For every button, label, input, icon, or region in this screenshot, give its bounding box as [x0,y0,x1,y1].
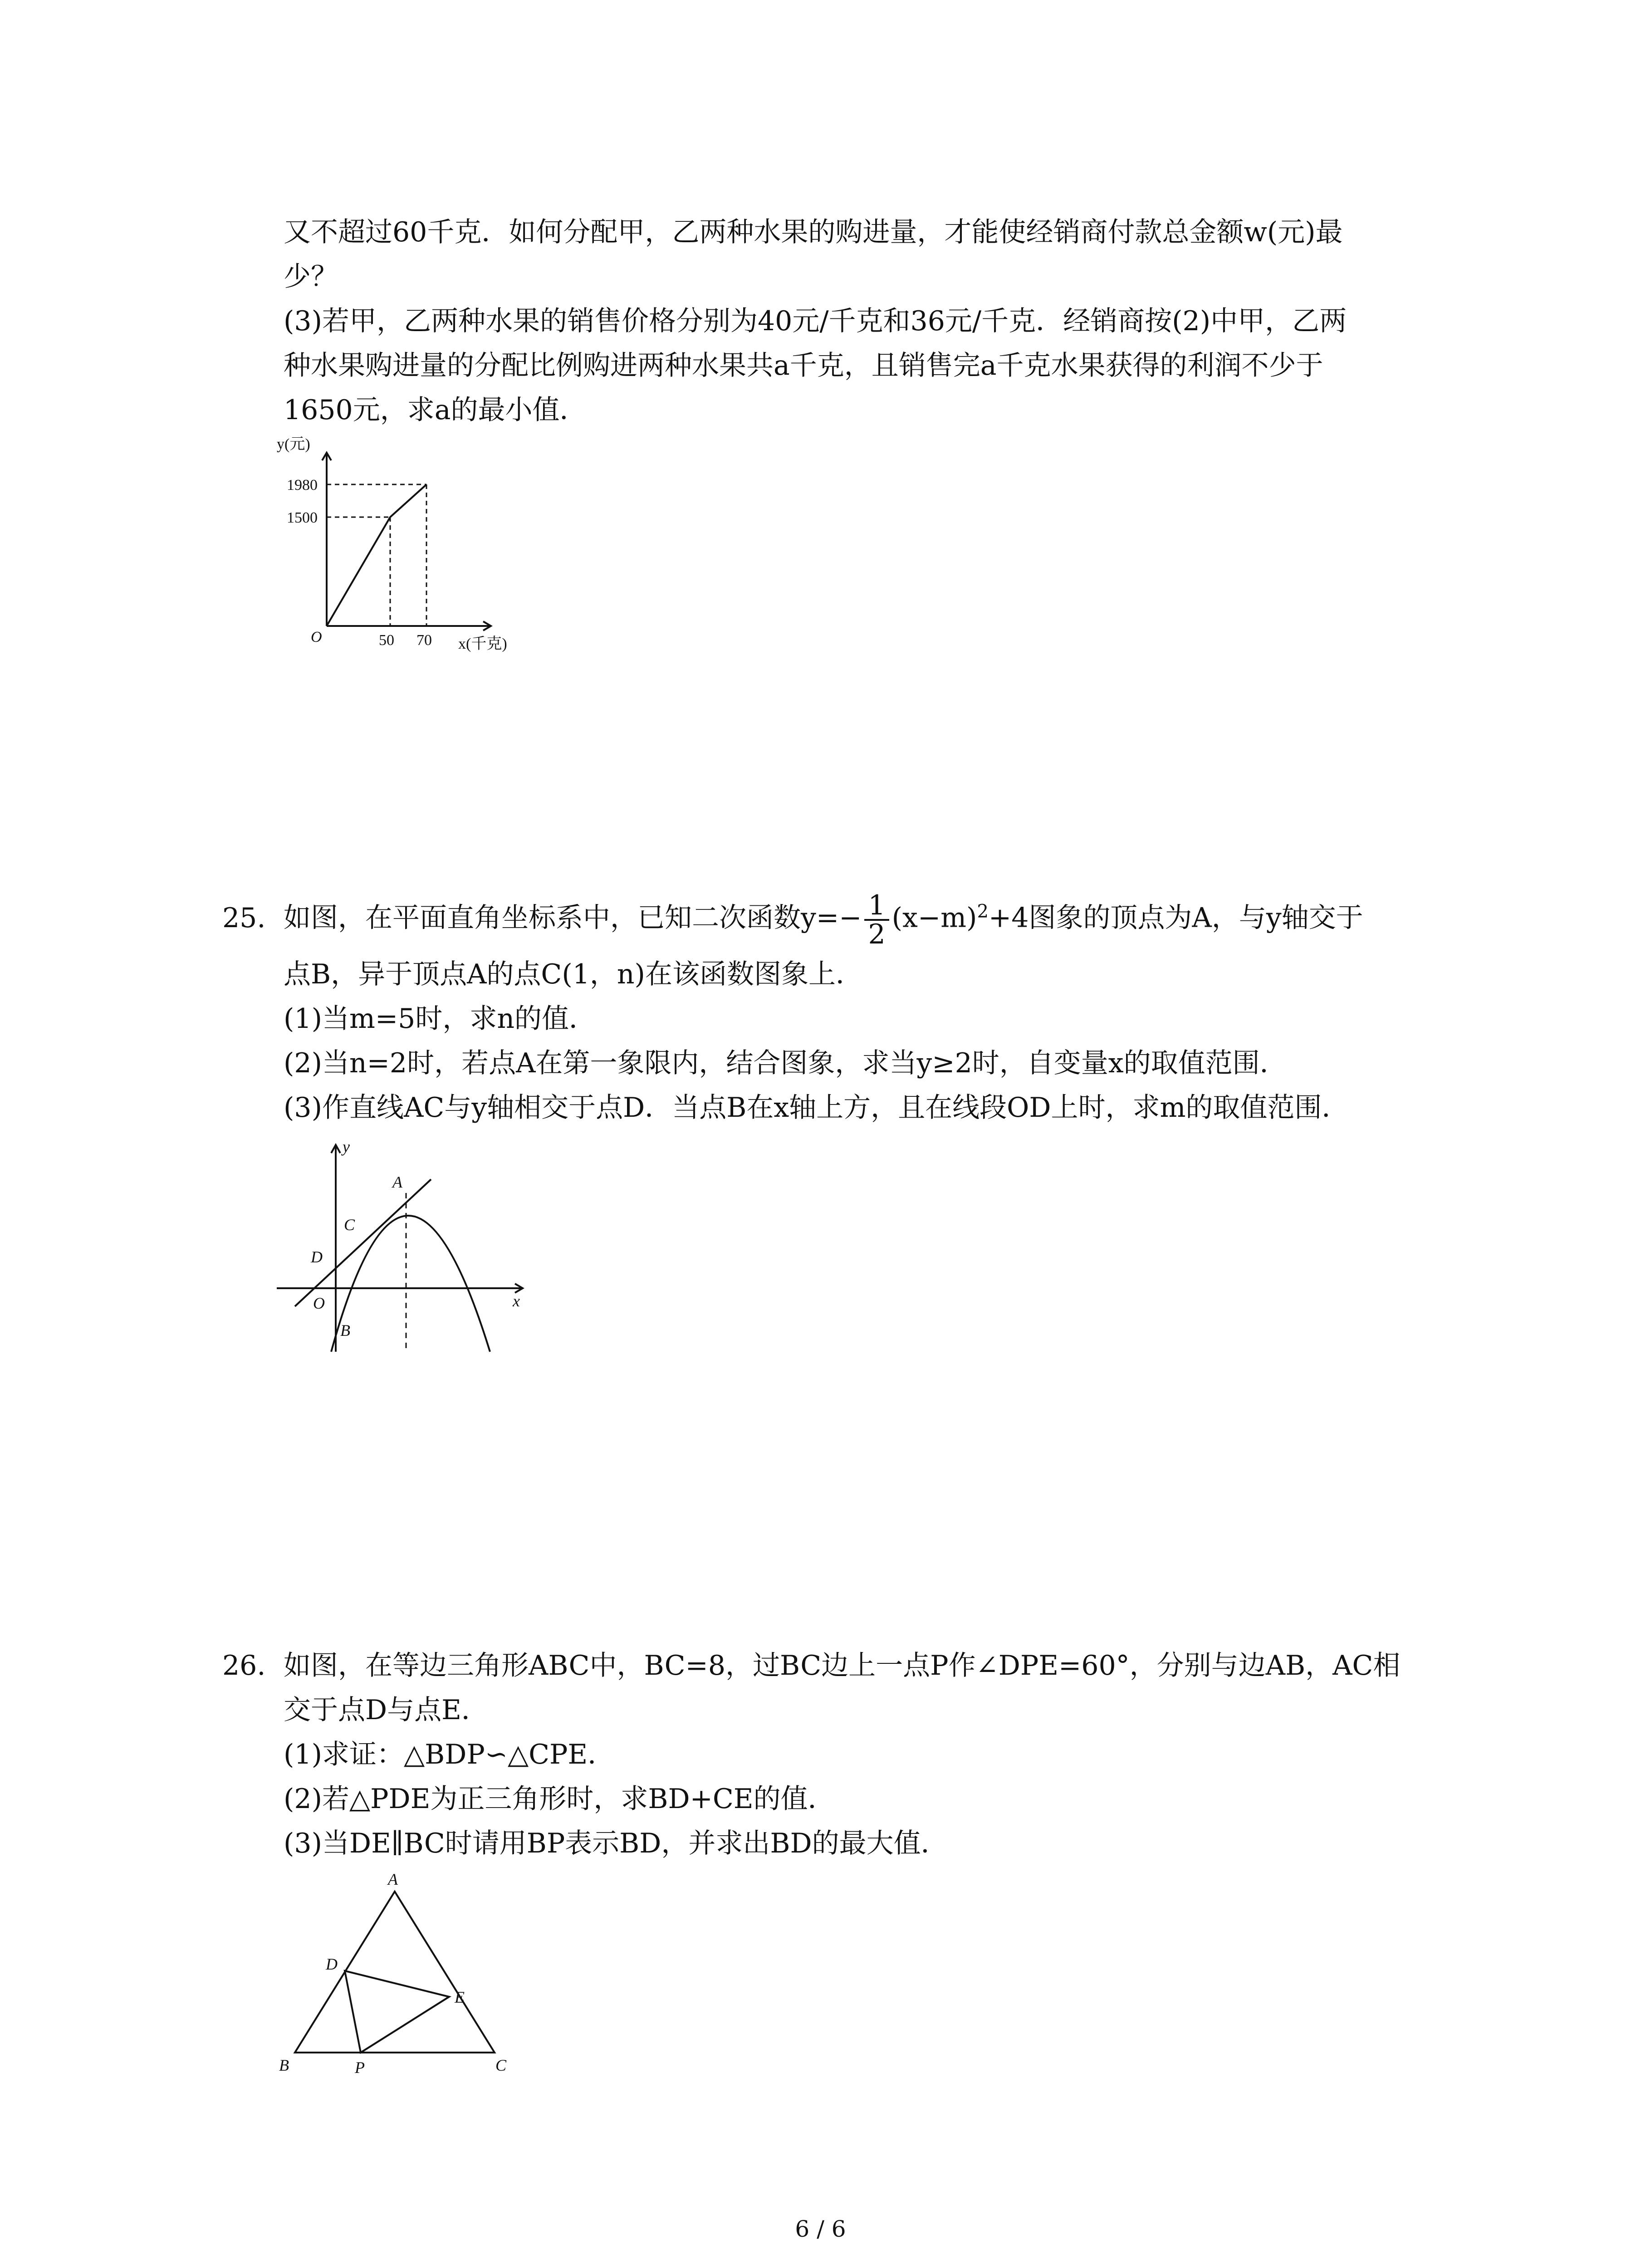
triangle-DPE [345,1971,449,2053]
label-P: P [355,2058,365,2077]
q26-text-a: 如图，在等边三角形ABC中，BC=8，过BC边上一点P作∠DPE=60°，分别与边AB，AC相 [284,1650,1401,1681]
label-A: A [388,1870,398,1888]
q26-figure [268,1869,549,2077]
q26-line-5: (3)当DE∥BC时请用BP表示BD，并求出BD的最大值． [284,1828,948,1859]
q25-frac-num: 1 [864,892,889,921]
label-B: B [279,2056,289,2074]
triangle-ABC [295,1892,495,2053]
q25-number: 25. [222,902,266,934]
label-A: A [392,1173,402,1191]
q24-line-3: (3)若甲，乙两种水果的销售价格分别为40元/千克和36元/千克．经销商按(2)中甲，乙两 [284,305,1347,337]
q25-frac-den: 2 [868,919,886,950]
label-D: D [311,1248,323,1266]
cost-line [327,484,426,626]
label-C: C [344,1216,355,1234]
q24-line-4: 种水果购进量的分配比例购进两种水果共a千克，且销售完a千克水果获得的利润不少于 [284,350,1323,381]
origin-label: O [311,629,322,645]
q25-text-b: (x−m) [892,902,977,934]
q24-figure [268,435,549,658]
label-B: B [340,1321,350,1339]
label-O: O [313,1294,325,1312]
q24-line-1: 又不超过60千克．如何分配甲，乙两种水果的购进量，才能使经销商付款总金额w(元)最 [284,216,1343,248]
q26-line-2: 交于点D与点E． [284,1694,489,1726]
label-E: E [455,1988,465,2006]
q24-line-5: 1650元，求a的最小值． [284,394,587,426]
q25-line-2: 点B，异于顶点A的点C(1，n)在该函数图象上． [284,958,863,990]
y-axis-label: y(元) [277,436,310,453]
parabola [331,1216,490,1352]
q24-line-2: 少？ [284,261,338,293]
q26-line-3: (1)求证：△BDP∽△CPE． [284,1739,615,1770]
label-y: y [343,1138,350,1156]
x-tick-70: 70 [416,632,432,649]
y-tick-1980: 1980 [287,477,318,494]
x-tick-50: 50 [379,632,394,649]
q26-number: 26. [222,1650,266,1681]
x-axis-label: x(千克) [458,635,507,652]
q25-line-4: (2)当n=2时，若点A在第一象限内，结合图象，求当y≥2时，自变量x的取值范围． [284,1047,1287,1079]
label-D: D [326,1955,338,1973]
q25-line-1 [222,892,1363,948]
label-C: C [495,2056,507,2074]
q25-line-3: (1)当m=5时，求n的值． [284,1003,596,1035]
q25-figure [268,1134,549,1361]
q25-text-c: +4图象的顶点为A，与y轴交于 [988,902,1363,934]
q25-line-5: (3)作直线AC与y轴相交于点D．当点B在x轴上方，且在线段OD上时，求m的取值范围． [284,1092,1349,1124]
q26-line-4: (2)若△PDE为正三角形时，求BD+CE的值． [284,1783,835,1815]
label-x: x [513,1292,520,1310]
y-tick-1500: 1500 [287,509,318,526]
page-number: 6 / 6 [795,2216,846,2242]
q25-text-a: 如图，在平面直角坐标系中，已知二次函数y=− [284,902,862,934]
q25-exponent: 2 [977,901,989,922]
q26-line-1 [222,1647,1400,1685]
q25-fraction [864,892,889,948]
